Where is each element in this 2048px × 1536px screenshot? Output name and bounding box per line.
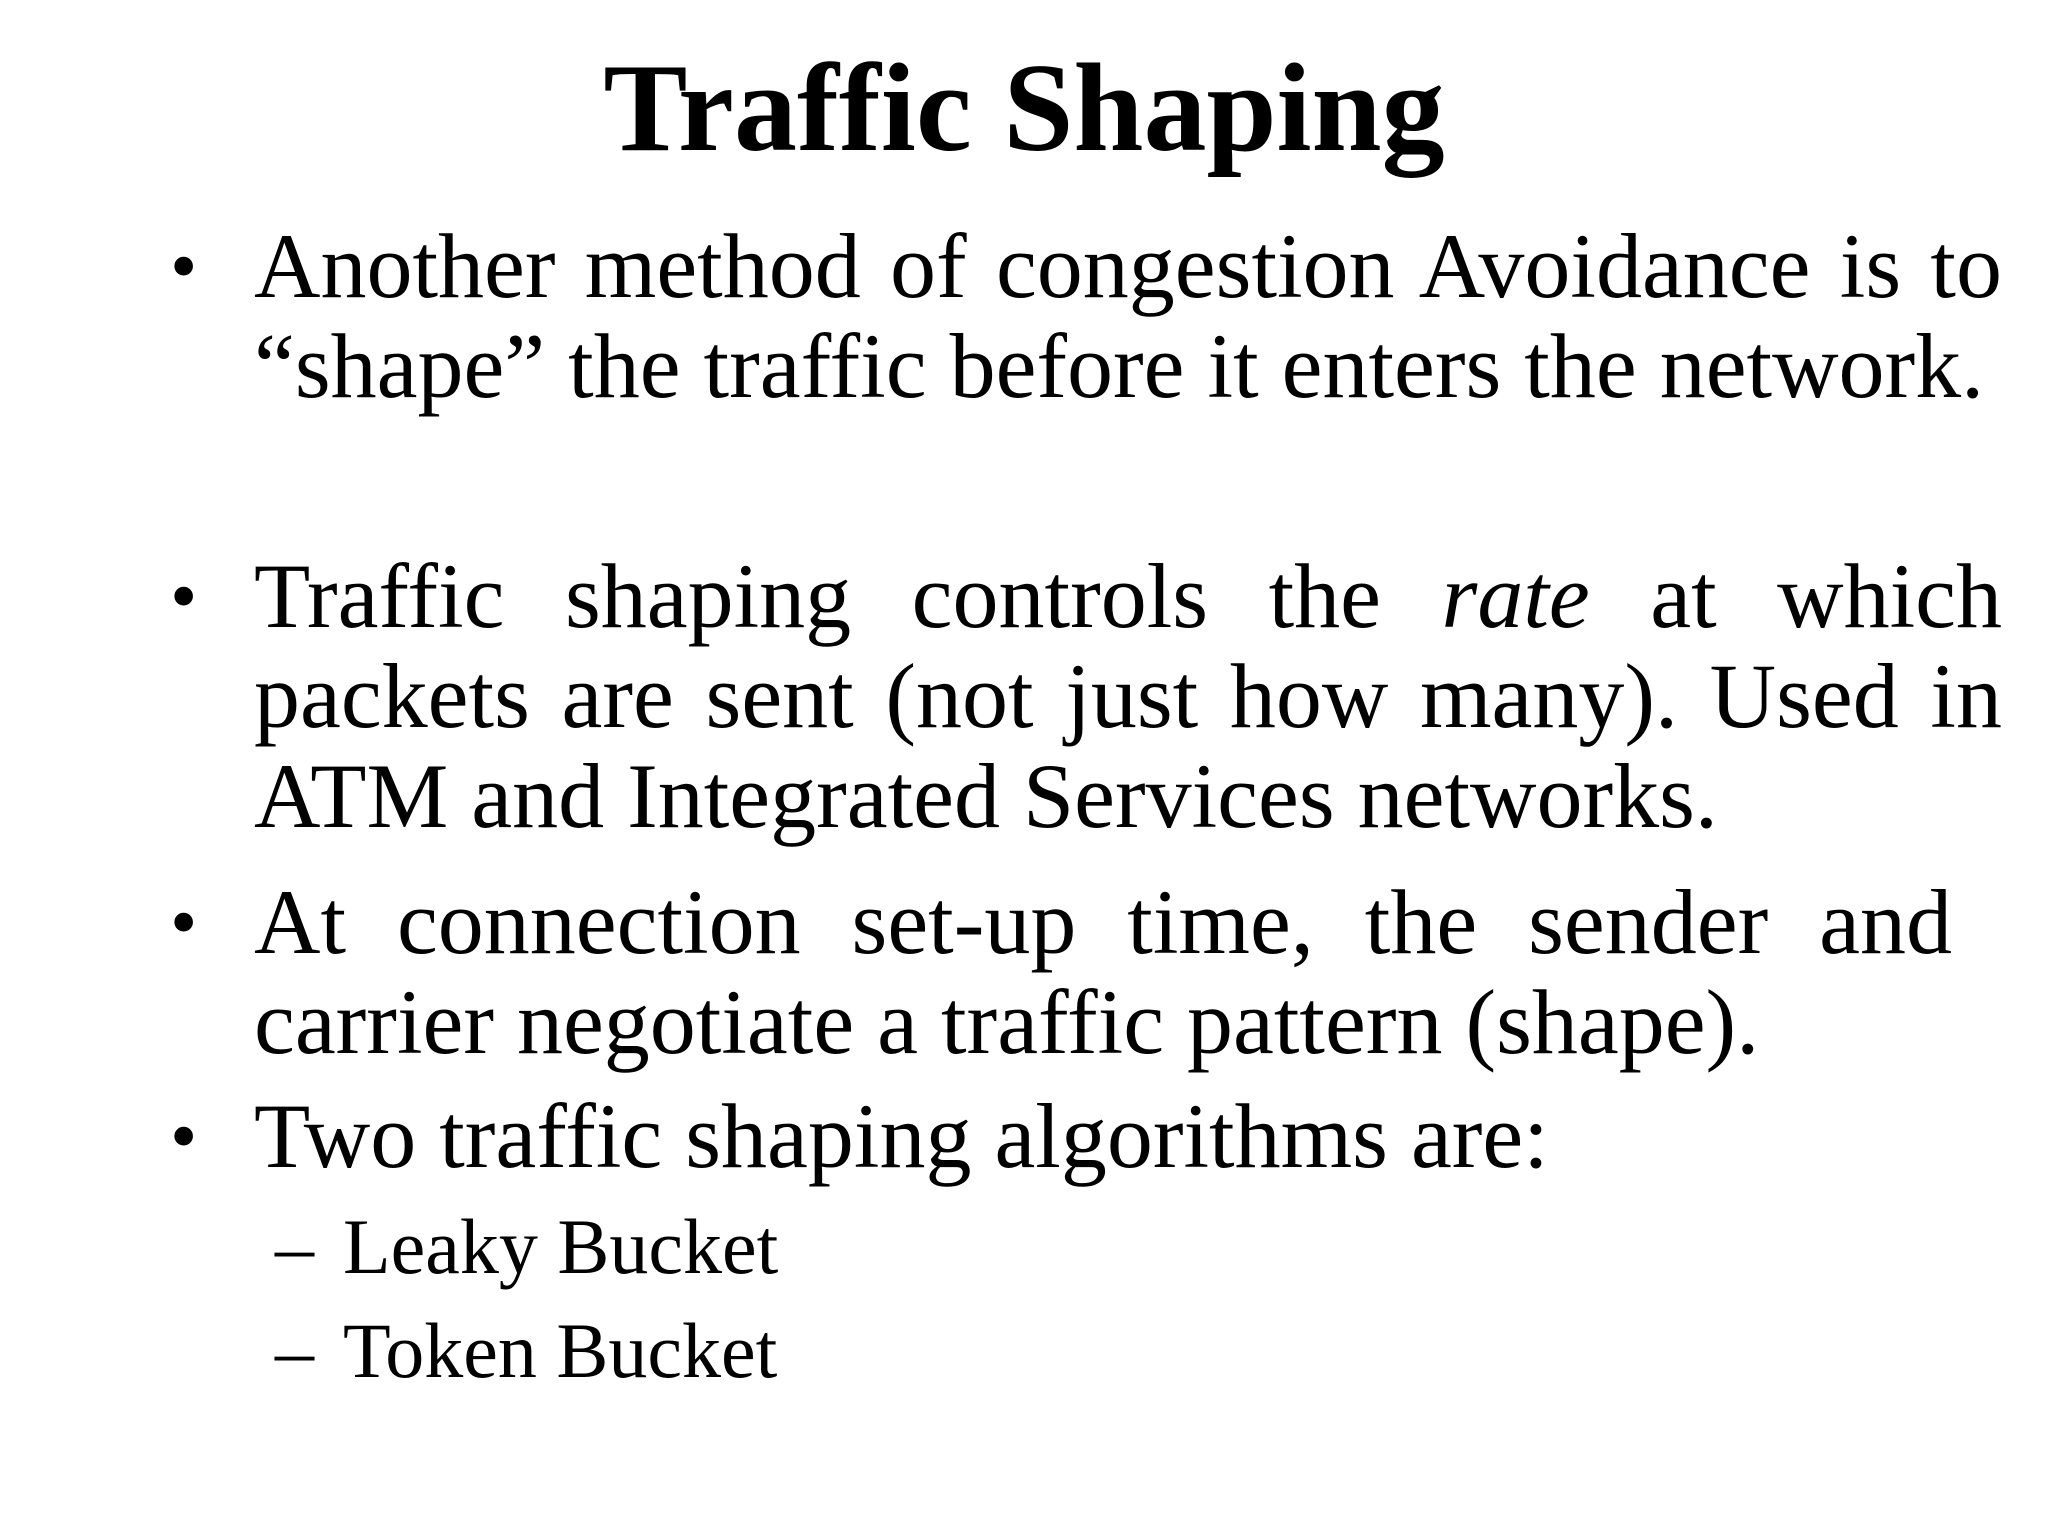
- bullet-text: [254, 546, 2002, 846]
- bullet-icon: •: [170, 1092, 198, 1179]
- emphasized-rate: rate: [1441, 545, 1590, 647]
- bullet-icon: •: [170, 552, 198, 639]
- sub-item-label: Leaky Bucket: [343, 1203, 779, 1290]
- dash-icon: –: [275, 1307, 314, 1394]
- bullet-text-end: at which packets are sent (not just how many). Used in ATM and Integrated Services networks.: [254, 545, 2002, 847]
- bullet-icon: •: [170, 878, 198, 965]
- bullet-text: At connection set-up time, the sender and carrier negotiate a traffic pattern (shape).: [254, 871, 1952, 1073]
- bullet-text: Two traffic shaping algorithms are:: [254, 1085, 1549, 1187]
- sub-item-token-bucket: [275, 1299, 778, 1403]
- dash-icon: –: [275, 1203, 314, 1290]
- sub-item-label: Token Bucket: [343, 1307, 778, 1394]
- slide-title: Traffic Shaping: [603, 39, 1445, 178]
- bullet-text-start: Traffic shaping controls the: [254, 545, 1442, 647]
- bullet-text: Another method of congestion Avoidance is to “shape” the traffic before it enters the network.: [254, 215, 2002, 417]
- sub-item-leaky-bucket: [275, 1195, 778, 1299]
- algorithm-sub-list: [275, 1195, 778, 1403]
- bullet-icon: •: [170, 222, 198, 309]
